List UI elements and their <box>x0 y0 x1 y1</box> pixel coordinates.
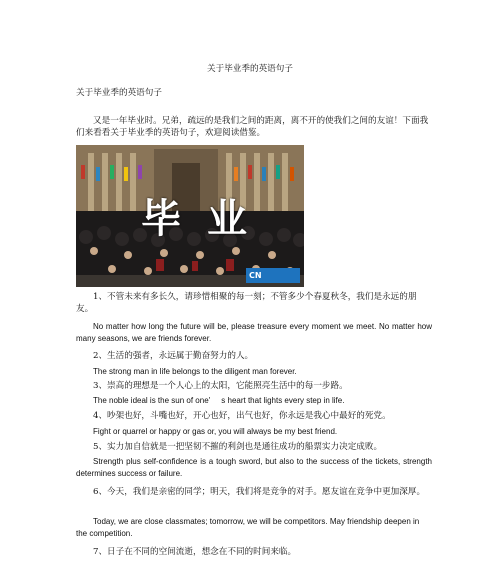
item-5-cn: 5、实力加自信就是一把坚韧不摧的利剑也是通往成功的船票实力决定成败。 <box>93 442 383 452</box>
photo-watermark-text: CN <box>249 271 262 280</box>
item-2-en: The strong man in life belongs to the diligent man forever. <box>93 367 297 376</box>
photo-overlay-text: 毕 业 <box>141 196 253 242</box>
item-2-cn: 2、生活的强者，永远属于勤奋努力的人。 <box>93 351 254 361</box>
item-4-cn: 4、吵架也好，斗嘴也好，开心也好，出气也好，你永远是我心中最好的死党。 <box>93 411 391 421</box>
document-title: 关于毕业季的英语句子 <box>207 64 293 74</box>
item-3-cn: 3、崇高的理想是一个人心上的太阳，它能照亮生活中的每一步路。 <box>93 381 348 391</box>
item-4-en: Fight or quarrel or happy or gas or, you will always be my best friend. <box>93 427 338 436</box>
item-7-cn: 7、日子在不同的空间流逝，想念在不同的时间来临。 <box>93 547 297 557</box>
item-1-cn: 1、不管未来有多长久，请珍惜相聚的每一刻；不管多少个春夏秋冬，我们是永远的朋友。 <box>76 292 417 314</box>
item-1-en: No matter how long the future will be, please treasure every moment we meet. No matter how many seasons, we are friends forever. <box>76 322 432 343</box>
item-6-en: Today, we are close classmates; tomorrow, we will be competitors. May friendship deepen in the competition. <box>76 517 420 538</box>
item-3-en: The noble ideal is the sun of one' s heart that lights every step in life. <box>93 396 345 405</box>
photo-watermark <box>246 268 300 283</box>
item-6-cn: 6、今天，我们是亲密的同学；明天，我们将是竞争的对手。愿友谊在竞争中更加深厚。 <box>93 487 426 497</box>
graduation-photo <box>76 145 304 287</box>
intro-paragraph: 又是一年毕业时。兄弟，疏远的是我们之间的距离，离不开的使我们之间的友谊！下面我们来看看关于毕业季的英语句子，欢迎阅读借鉴。 <box>76 116 429 138</box>
item-5-en: Strength plus self-confidence is a tough sword, but also to the success of the tickets, strength determines success or failure. <box>76 457 432 478</box>
document-subtitle: 关于毕业季的英语句子 <box>76 88 162 98</box>
